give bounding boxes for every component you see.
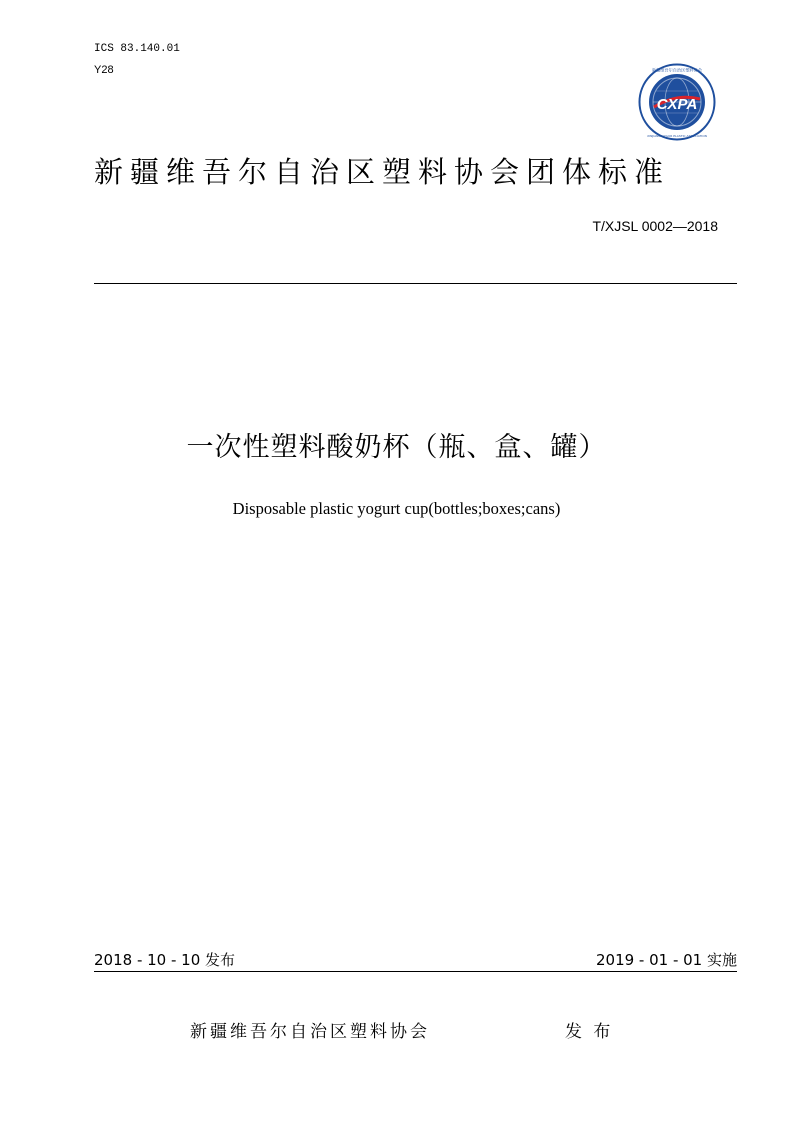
logo-ring-text-bottom: XINJIANG UYGUR PLASTIC ASSOCIATION	[647, 134, 707, 138]
ics-code: ICS 83.140.01	[94, 43, 180, 55]
document-title-chinese: 一次性塑料酸奶杯（瓶、盒、罐）	[186, 432, 607, 463]
classification-code: Y28	[94, 64, 114, 76]
organization-title: 新疆维吾尔自治区塑料协会团体标准	[94, 155, 671, 189]
cxpa-logo	[638, 63, 716, 141]
header-divider	[94, 283, 737, 284]
logo-ring-text-top: 新疆维吾尔自治区塑料协会	[651, 67, 703, 73]
implementation-date: 2019 - 01 - 01 实施	[595, 951, 737, 969]
standard-code: T/XJSL 0002—2018	[592, 218, 718, 234]
footer-divider	[94, 971, 737, 972]
publisher-name: 新疆维吾尔自治区塑料协会	[190, 1022, 430, 1042]
publish-label: 发 布	[565, 1022, 614, 1042]
issue-date: 2018 - 10 - 10 发布	[94, 951, 236, 969]
document-title-english: Disposable plastic yogurt cup(bottles;boxes;cans)	[232, 499, 561, 518]
logo-text: CXPA	[656, 96, 698, 113]
